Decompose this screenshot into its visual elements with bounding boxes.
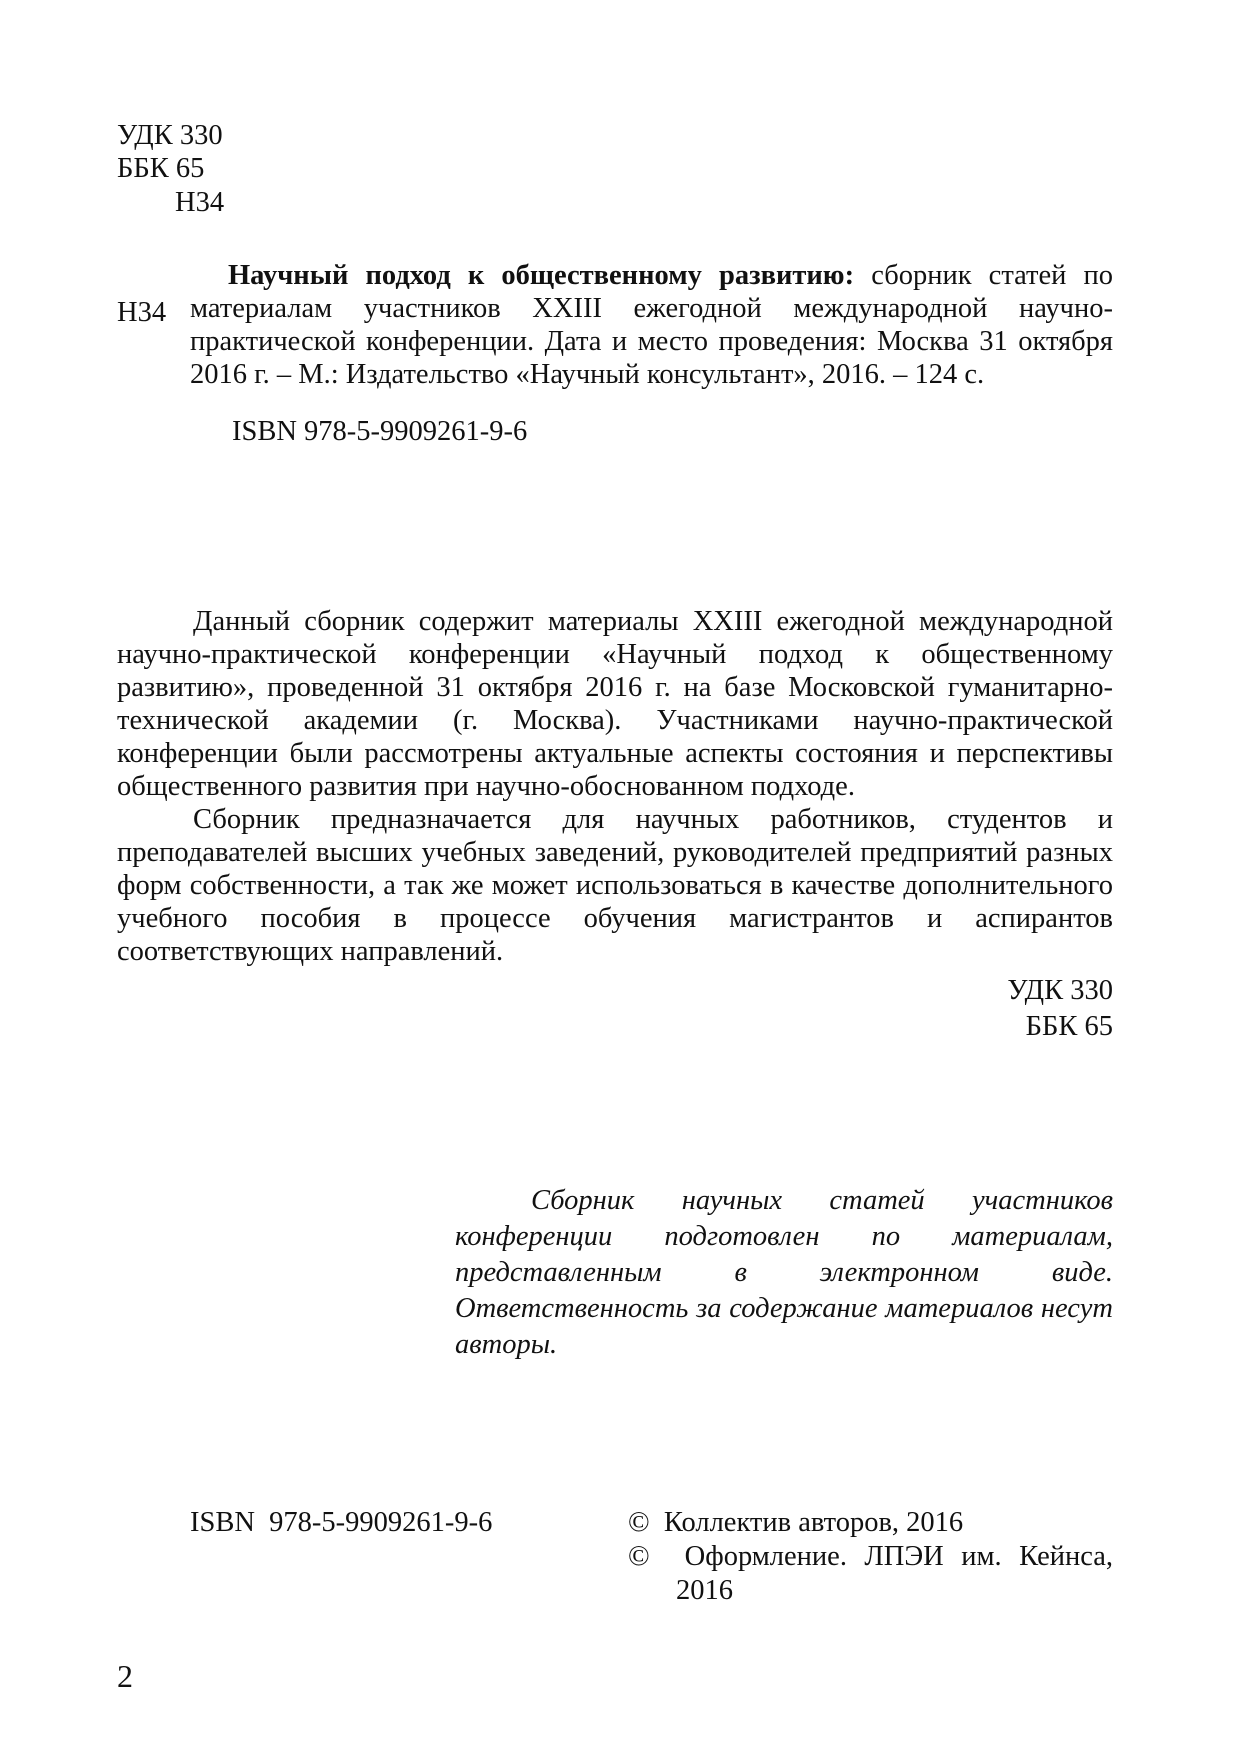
annotation-paragraph-2: Сборник предназначается для научных работников, студентов и преподавателей высших учебных заведений, руководителей предприятий разных форм собственности, а так же может использоваться в качестве дополнительного учебного пособия в процессе обучения магистрантов и аспирантов соответствующих направлений. (117, 804, 1113, 967)
editorial-note-text: Сборник научных статей участников конференции подготовлен по материалам, представленным в электронном виде. Ответственность за содержание материалов несут авторы. (455, 1185, 1113, 1360)
udk-code-annotation: УДК 330 (1007, 975, 1113, 1006)
copyright-design: © Оформление. ЛПЭИ им. Кейнса, (628, 1541, 1113, 1572)
bibliographic-description (190, 259, 1113, 391)
annotation-paragraph-1: Данный сборник содержит материалы XXIII ежегодной международной научно-практической конференции «Научный подход к общественному развитию», проведенной 31 октября 2016 г. на базе Московской гуманитарно-технической академии (г. Москва). Участниками научно-практической конференции были рассмотрены актуальные аспекты состояния и перспективы общественного развития при научно-обоснованном подходе. (117, 606, 1113, 802)
bbk-code-annotation: ББК 65 (1025, 1011, 1113, 1042)
isbn-bottom: ISBN 978-5-9909261-9-6 (190, 1507, 493, 1538)
bbk-code-top: ББК 65 (117, 153, 205, 184)
copyright-design-year: 2016 (676, 1575, 733, 1606)
author-mark-side: Н34 (117, 297, 167, 328)
editorial-note (455, 1183, 1113, 1363)
book-title: Научный подход к общественному развитию: (228, 260, 855, 291)
isbn-top: ISBN 978-5-9909261-9-6 (232, 416, 528, 447)
book-description: сборник статей по материалам участников XXIII ежегодной международной научно-практической конференции. Дата и место проведения: Москва 31 октября 2016 г. – М.: Издательство «Научный консультант», 2016. – 124 с. (190, 260, 1114, 390)
annotation (117, 605, 1113, 968)
page-number: 2 (117, 1658, 133, 1694)
udk-code-top: УДК 330 (117, 120, 223, 151)
copyright-authors: © Коллектив авторов, 2016 (628, 1507, 964, 1538)
author-mark-top: Н34 (175, 187, 225, 218)
